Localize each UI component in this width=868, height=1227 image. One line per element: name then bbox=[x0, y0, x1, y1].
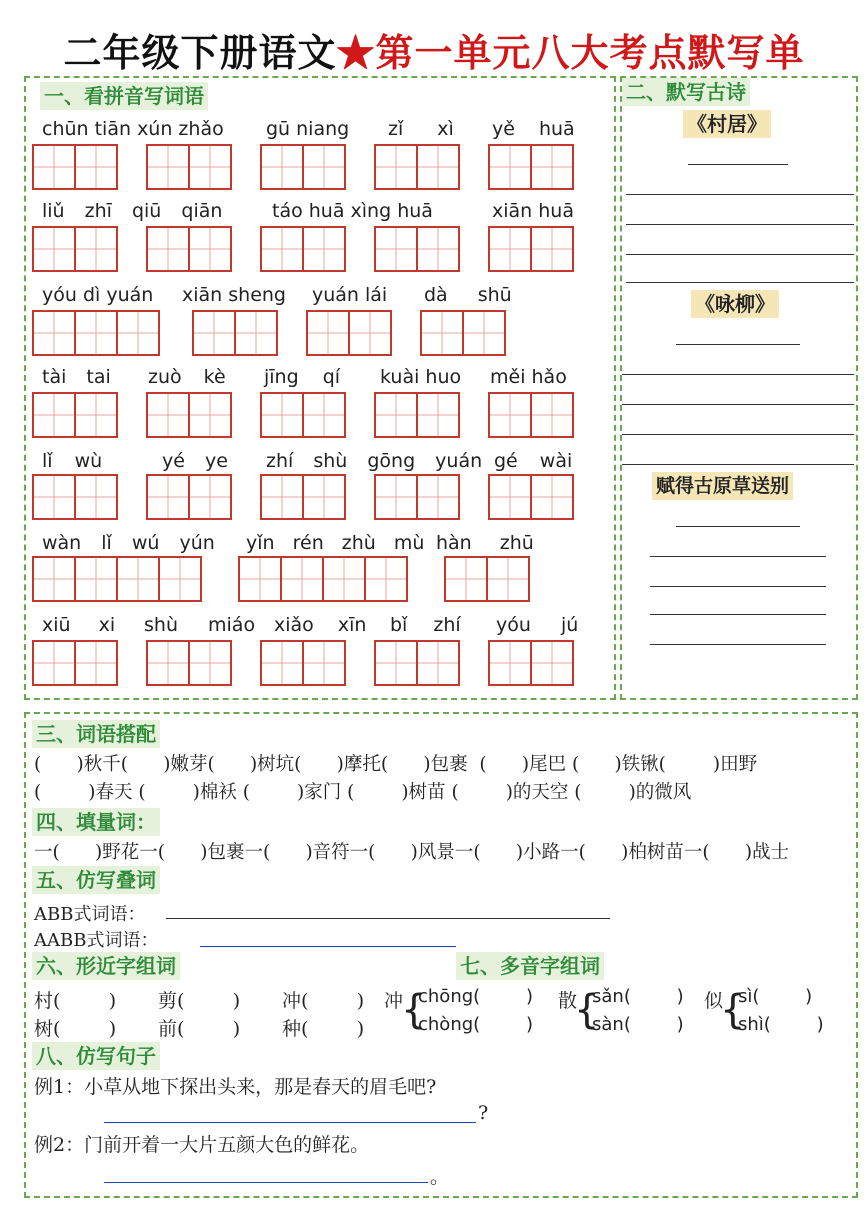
char-grid[interactable] bbox=[260, 392, 344, 438]
char-grid[interactable] bbox=[146, 392, 230, 438]
pinyin-word: zuò kè bbox=[148, 366, 226, 388]
char-grid[interactable] bbox=[32, 392, 116, 438]
sec4-heading: 四、填量词： bbox=[32, 808, 160, 836]
poem-section-box bbox=[620, 76, 858, 700]
pinyin-word: yé ye bbox=[162, 450, 228, 472]
similar-char-item[interactable]: 冲( ) bbox=[282, 990, 365, 1012]
poem1-line[interactable] bbox=[626, 224, 854, 225]
char-grid[interactable] bbox=[32, 226, 116, 272]
char-grid[interactable] bbox=[238, 556, 406, 602]
pinyin-word: chūn tiān xún zhǎo bbox=[42, 118, 224, 140]
poem3-line[interactable] bbox=[650, 586, 826, 587]
pinyin-word: zǐ xì bbox=[388, 118, 454, 140]
char-grid[interactable] bbox=[374, 226, 458, 272]
pinyin-word: zhí shù gōng yuán bbox=[266, 450, 483, 472]
aabb-answer-line[interactable] bbox=[200, 946, 456, 947]
pinyin-word: hàn zhū bbox=[436, 532, 534, 554]
poem3-author-line[interactable] bbox=[676, 526, 800, 527]
char-grid[interactable] bbox=[488, 144, 572, 190]
char-grid[interactable] bbox=[32, 144, 116, 190]
char-grid[interactable] bbox=[374, 474, 458, 520]
pinyin-word: yě huā bbox=[492, 118, 575, 140]
sec6-heading: 六、形近字组词 bbox=[32, 952, 180, 980]
pinyin-word: jīng qí bbox=[264, 366, 341, 388]
pinyin-word: lǐ wù bbox=[42, 450, 103, 472]
aabb-label: AABB式词语： bbox=[34, 930, 159, 951]
polyphone-reading[interactable]: sǎn( ) bbox=[592, 986, 684, 1007]
char-grid[interactable] bbox=[444, 556, 528, 602]
polyphone-char: 冲 bbox=[384, 990, 404, 1012]
poem3-line[interactable] bbox=[650, 556, 826, 557]
imitation-line-2[interactable] bbox=[104, 1182, 428, 1183]
polyphone-reading[interactable]: sàn( ) bbox=[592, 1014, 684, 1035]
similar-char-item[interactable]: 村( ) bbox=[34, 990, 117, 1012]
title-unit: 第一单元八大考点默写单 bbox=[375, 30, 805, 75]
sec1-heading: 一、看拼音写词语 bbox=[40, 82, 208, 110]
char-grid[interactable] bbox=[374, 640, 458, 686]
pinyin-word: xiān sheng bbox=[182, 284, 286, 306]
polyphone-reading[interactable]: sì( ) bbox=[738, 986, 813, 1007]
poem2-author-line[interactable] bbox=[676, 344, 800, 345]
char-grid[interactable] bbox=[260, 144, 344, 190]
pinyin-word: yóu dì yuán bbox=[42, 284, 154, 306]
sentence-end-mark: ? bbox=[478, 1102, 489, 1124]
title-grade: 二年级下册语文 bbox=[63, 30, 337, 75]
poem3-line[interactable] bbox=[650, 614, 826, 615]
polyphone-reading[interactable]: shì( ) bbox=[738, 1014, 824, 1035]
sec5-heading: 五、仿写叠词 bbox=[32, 866, 160, 894]
poem2-line[interactable] bbox=[622, 404, 854, 405]
sentence-end-mark: 。 bbox=[430, 1166, 450, 1188]
char-grid[interactable] bbox=[488, 392, 572, 438]
similar-char-item[interactable]: 树( ) bbox=[34, 1018, 117, 1040]
pinyin-word: kuài huo bbox=[380, 366, 462, 388]
poem1-line[interactable] bbox=[626, 254, 854, 255]
char-grid[interactable] bbox=[146, 474, 230, 520]
char-grid[interactable] bbox=[32, 310, 158, 356]
page-title bbox=[0, 22, 868, 77]
pinyin-word: yǐn rén zhù mù bbox=[246, 532, 425, 554]
char-grid[interactable] bbox=[32, 474, 116, 520]
char-grid[interactable] bbox=[260, 474, 344, 520]
similar-char-item[interactable]: 剪( ) bbox=[158, 990, 241, 1012]
brace-icon: { bbox=[720, 987, 746, 1033]
poem3-title: 赋得古原草送别 bbox=[652, 472, 793, 500]
pinyin-word: dà shū bbox=[424, 284, 512, 306]
polyphone-char: 散 bbox=[558, 990, 578, 1012]
char-grid[interactable] bbox=[488, 226, 572, 272]
brace-icon: { bbox=[401, 987, 427, 1033]
char-grid[interactable] bbox=[488, 640, 572, 686]
char-grid[interactable] bbox=[260, 226, 344, 272]
pinyin-word: xiǎo xīn bbox=[274, 614, 367, 636]
poem3-line[interactable] bbox=[650, 644, 826, 645]
brace-icon: { bbox=[574, 987, 600, 1033]
similar-char-item[interactable]: 种( ) bbox=[282, 1018, 365, 1040]
abb-answer-line[interactable] bbox=[166, 918, 610, 919]
char-grid[interactable] bbox=[32, 640, 116, 686]
pinyin-word: liǔ zhī qiū qiān bbox=[42, 200, 223, 222]
sec7-heading: 七、多音字组词 bbox=[456, 952, 604, 980]
pinyin-word: yóu jú bbox=[496, 614, 579, 636]
polyphone-reading[interactable]: chōng( ) bbox=[418, 986, 533, 1007]
poem1-line[interactable] bbox=[626, 282, 854, 283]
char-grid[interactable] bbox=[146, 640, 230, 686]
char-grid[interactable] bbox=[306, 310, 390, 356]
poem2-title: 《咏柳》 bbox=[691, 290, 779, 318]
pinyin-word: xiū xi bbox=[42, 614, 116, 636]
poem1-author-line[interactable] bbox=[688, 164, 788, 165]
collocation-line-2[interactable]: ( )春天 ( )棉袄 ( )家门 ( )树苗 ( )的天空 ( )的微风 bbox=[34, 782, 692, 803]
char-grid[interactable] bbox=[260, 640, 344, 686]
star-icon: ★ bbox=[336, 30, 376, 75]
pinyin-word: shù miáo bbox=[144, 614, 256, 636]
example-sentence-1: 例1：小草从地下探出头来，那是春天的眉毛吧? bbox=[34, 1076, 437, 1098]
pinyin-word: xiān huā bbox=[492, 200, 574, 222]
pinyin-word: gū niang bbox=[266, 118, 350, 140]
collocation-line-1[interactable]: ( )秋千( )嫩芽( )树坑( )摩托( )包裹 ( )尾巴 ( )铁锹( )田野 bbox=[34, 754, 758, 775]
char-grid[interactable] bbox=[420, 310, 504, 356]
polyphone-reading[interactable]: chòng( ) bbox=[418, 1014, 533, 1035]
pinyin-word: tài tai bbox=[42, 366, 111, 388]
poem2-line[interactable] bbox=[622, 464, 854, 465]
pinyin-word: bǐ zhí bbox=[390, 614, 461, 636]
char-grid[interactable] bbox=[374, 392, 458, 438]
char-grid[interactable] bbox=[192, 310, 276, 356]
example-sentence-2: 例2：门前开着一大片五颜大色的鲜花。 bbox=[34, 1134, 370, 1156]
sec2-heading: 二、默写古诗 bbox=[622, 78, 750, 106]
pinyin-word: yuán lái bbox=[312, 284, 388, 306]
imitation-line-1[interactable] bbox=[104, 1122, 476, 1123]
pinyin-word: gé wài bbox=[494, 450, 573, 472]
char-grid[interactable] bbox=[32, 556, 200, 602]
poem1-title: 《村居》 bbox=[683, 110, 771, 138]
similar-char-item[interactable]: 前( ) bbox=[158, 1018, 241, 1040]
pinyin-word: wàn lǐ wú yún bbox=[42, 532, 215, 554]
char-grid[interactable] bbox=[146, 144, 230, 190]
polyphone-char: 似 bbox=[704, 990, 724, 1012]
char-grid[interactable] bbox=[146, 226, 230, 272]
poem2-line[interactable] bbox=[622, 374, 854, 375]
sec3-heading: 三、词语搭配 bbox=[32, 720, 160, 748]
char-grid[interactable] bbox=[488, 474, 572, 520]
abb-label: ABB式词语： bbox=[34, 904, 146, 925]
sec8-heading: 八、仿写句子 bbox=[32, 1042, 160, 1070]
poem2-line[interactable] bbox=[622, 434, 854, 435]
measure-word-line[interactable]: 一( )野花一( )包裹一( )音符一( )风景一( )小路一( )柏树苗一( )战士 bbox=[34, 842, 790, 863]
char-grid[interactable] bbox=[374, 144, 458, 190]
poem1-line[interactable] bbox=[626, 194, 854, 195]
pinyin-word: táo huā xìng huā bbox=[272, 200, 433, 222]
pinyin-word: měi hǎo bbox=[490, 366, 567, 388]
